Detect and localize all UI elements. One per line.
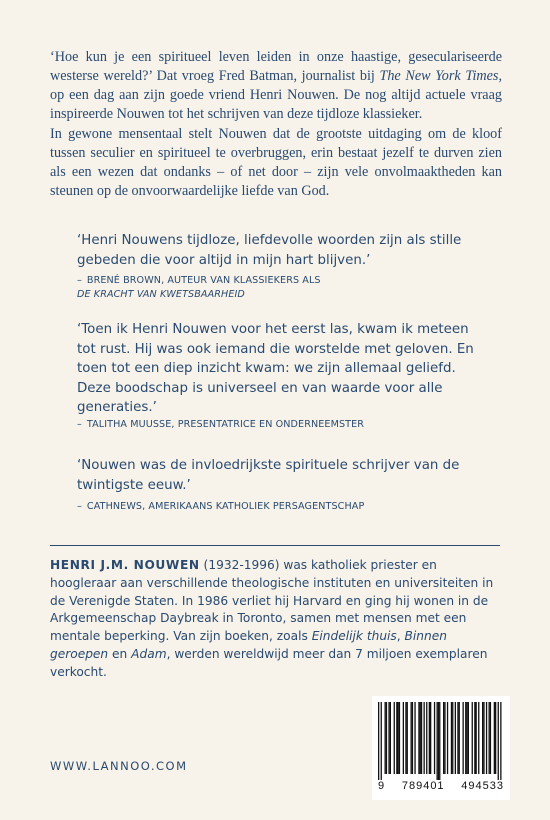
barcode-bar [489, 702, 490, 774]
barcode-bar [429, 702, 430, 774]
publisher-url: WWW.LANNOO.COM [50, 759, 188, 773]
intro-paragraph-1 [50, 48, 502, 124]
bio-text: , werden wereldwijd meer dan 7 miljoen exemplaren verkocht. [50, 646, 488, 679]
book-title: DE KRACHT VAN KWETSBAARHEID [77, 289, 245, 300]
barcode-bar [447, 702, 448, 774]
barcode-bar [486, 702, 487, 774]
barcode-bar [418, 702, 419, 774]
barcode-bar [426, 702, 427, 774]
barcode-bar [396, 702, 397, 774]
barcode-bar [463, 702, 464, 774]
barcode-bar [500, 702, 501, 780]
barcode-bar [465, 702, 466, 774]
barcode-bar [437, 702, 438, 780]
barcode-bar [478, 702, 479, 774]
quote-text: ‘Toen ik Henri Nouwen voor het eerst las, kwam ik meteen tot rust. Hij was ook iemand die worstelde met geloven. En toen tot een diep inzicht kwam: we zijn allemaal geliefd. Deze boodschap is universeel en van waarde voor alle generaties.’ [77, 322, 474, 415]
barcode-bar [483, 702, 484, 774]
barcode-bar [466, 702, 467, 774]
barcode-bar [424, 702, 425, 774]
barcode-bar [385, 702, 386, 774]
bio-text: (1932-1996) was katholiek priester en hoogleraar aan verschillende theologische instituten en universiteiten in de Verenigde Staten. In 1986 verliet hij Harvard en ging hij wonen in de Arkgemeenschap Daybreak in Toronto, samen met mensen met een mentale beperking. Van zijn boeken, zoals [50, 558, 494, 644]
barcode-bar [378, 702, 379, 780]
barcode-bar [474, 702, 475, 774]
barcode-bar [411, 702, 412, 774]
separator: en [108, 646, 132, 661]
book-title: Eindelijk thuis [311, 629, 397, 644]
barcode-bar [407, 702, 408, 774]
barcode-bar [472, 702, 473, 774]
barcode-bar [434, 702, 435, 774]
barcode-bar [439, 702, 440, 780]
barcode-bar [381, 702, 382, 780]
dash: – [77, 501, 82, 512]
book-title: Adam [131, 646, 167, 661]
book-title: Binnen geroepen [50, 629, 447, 661]
barcode-bar [388, 702, 389, 774]
barcode-bar [386, 702, 387, 774]
barcode-bar [451, 702, 452, 774]
barcode-bars [378, 702, 504, 780]
barcode-bar [494, 702, 495, 774]
quote-text: ‘Nouwen was de invloedrijkste spirituele schrijver van de twintigste eeuw.’ [77, 458, 460, 493]
quote-text: ‘Henri Nouwens tijdloze, liefdevolle woorden zijn als stille gebeden die voor altijd in mijn hart blijven.’ [77, 233, 462, 268]
barcode-bar [399, 702, 400, 774]
quote-attribution [77, 274, 497, 302]
barcode-bar [390, 702, 391, 774]
barcode-bar [430, 702, 431, 774]
barcode-bar [438, 702, 439, 780]
attribution-text: TALITHA MUUSSE, PRESENTATRICE EN ONDERNEEMSTER [86, 419, 365, 430]
barcode-bar [495, 702, 496, 774]
barcode-bar [403, 702, 404, 774]
barcode-bar [420, 702, 421, 774]
barcode-bar [405, 702, 406, 774]
barcode-bar [482, 702, 483, 774]
intro-text: ‘Hoe kun je een spiritueel leven leiden in onze haastige, geseculariseerde westerse wereld?’ Dat vroeg Fred Batman, journalist bij [50, 49, 502, 84]
dash: – [77, 419, 82, 430]
barcode-bar [476, 702, 477, 774]
intro-text: , op een dag aan zijn goede vriend Henri Nouwen. De nog altijd actuele vraag inspireerde Nouwen tot het schrijven van deze tijdloze klassieker. [50, 68, 502, 122]
barcode-digit-group: 789401 [401, 780, 445, 792]
barcode-digit-group: 494533 [461, 780, 504, 792]
barcode-bar [443, 702, 444, 774]
barcode-bar [412, 702, 413, 774]
barcode-bar [398, 702, 399, 774]
barcode-bar [394, 702, 395, 774]
barcode-digits [378, 780, 504, 792]
barcode-bar [457, 702, 458, 774]
dash: – [77, 275, 82, 286]
quote-attribution [77, 418, 497, 432]
barcode-bar [459, 702, 460, 774]
intro-paragraph-2: In gewone mensentaal stelt Nouwen dat de grootste uitdaging om de kloof tussen seculier en spiritueel te overbruggen, erin bestaat jezelf te durven zien als een wezen dat ondanks – of net door – zijn vele onvolmaaktheden kan steunen op de onvoorwaardelijke liefde van God. [50, 126, 502, 199]
newspaper-title: The New York Times [379, 68, 499, 84]
quote-attribution [77, 500, 497, 514]
barcode-bar [490, 702, 491, 774]
barcode-bar [444, 702, 445, 774]
barcode-bar [498, 702, 499, 780]
barcode-bar [421, 702, 422, 774]
isbn-barcode [372, 696, 510, 800]
barcode-bar [414, 702, 415, 774]
separator: , [396, 629, 405, 644]
barcode-bar [455, 702, 456, 774]
attribution-text: CATHNEWS, AMERIKAANS KATHOLIEK PERSAGENTSCHAP [86, 501, 365, 512]
author-bio [50, 557, 502, 682]
barcode-digit-group: 9 [378, 780, 386, 792]
barcode-bar [468, 702, 469, 774]
author-name: HENRI J.M. NOUWEN [50, 558, 200, 572]
divider [50, 545, 500, 546]
attribution-text: BRENÉ BROWN, AUTEUR VAN KLASSIEKERS ALS [86, 275, 321, 286]
barcode-bar [452, 702, 453, 774]
